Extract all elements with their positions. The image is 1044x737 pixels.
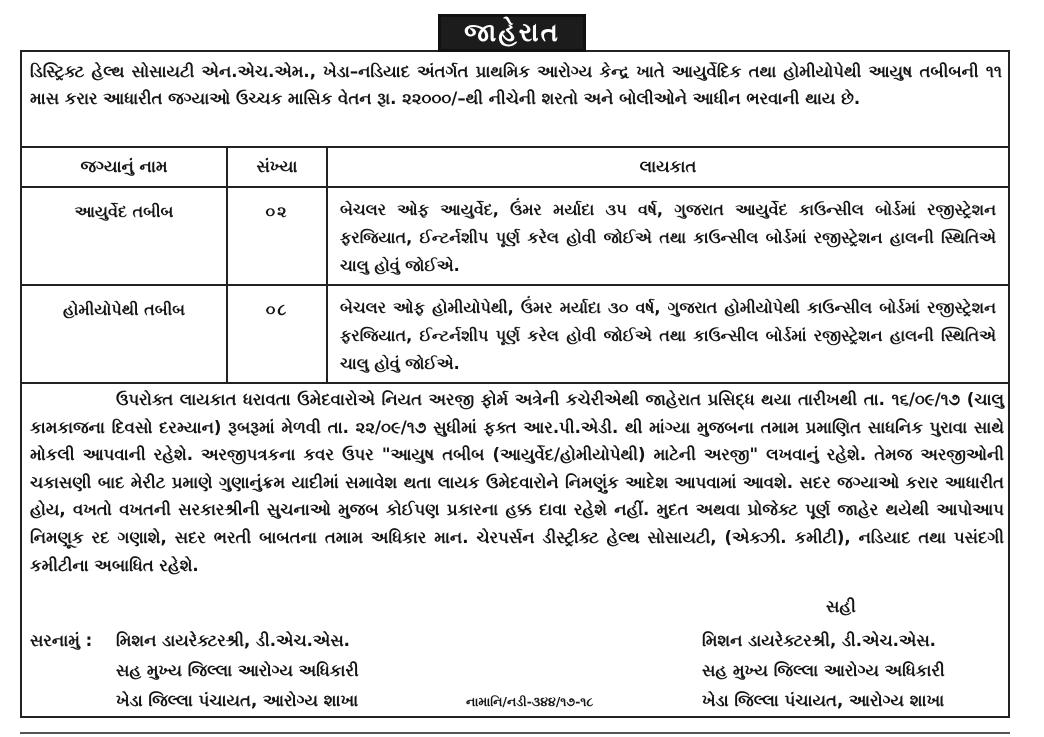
address-line: ખેડા જિલ્લા પંચાયત, આરોગ્ય શાખા	[116, 691, 359, 710]
post-name: હોમીયોપેથી તબીબ	[21, 285, 227, 383]
post-qualification: બેચલર ઓફ આયુર્વેદ, ઉંમર મર્યાદા ૩૫ વર્ષ, ગુજરાત આયુર્વેદ કાઉન્સીલ બોર્ડમાં રજીસ્ટ્રેશન ફરજિયાત, ઈન્ટર્નશીપ પૂર્ણ કરેલ હોવી જોઈએ તથા કાઉન્સીલ બોર્ડમાં રજીસ્ટ્રેશન હાલની સ્થિતિએ ચાલુ હોવું જોઈએ.	[327, 187, 1009, 285]
signatory-line: સહ મુખ્ય જિલ્લા આરોગ્ય અધિકારી	[702, 661, 945, 680]
bottom-divider	[20, 732, 1010, 734]
signatory-line: ખેડા જિલ્લા પંચાયત, આરોગ્ય શાખા	[702, 691, 945, 710]
notice-heading: જાહેરાત	[438, 14, 586, 52]
table-header-row	[21, 147, 1009, 187]
post-qualification: બેચલર ઓફ હોમીયોપેથી, ઉંમર મર્યાદા ૩૦ વર્ષ, ગુજરાત હોમીયોપેથી કાઉન્સીલ બોર્ડમાં રજીસ્ટ્રેશન ફરજિયાત, ઈન્ટર્નશીપ પૂર્ણ કરેલ હોવી જોઈએ તથા કાઉન્સીલ બોર્ડમાં રજીસ્ટ્રેશન હાલની સ્થિતિએ ચાલુ હોવું જોઈએ.	[327, 285, 1009, 383]
address-line: મિશન ડાયરેક્ટરશ્રી, ડી.એચ.એસ.	[116, 631, 350, 650]
header-qualification: લાયકાત	[327, 147, 1009, 187]
table-row	[21, 285, 1009, 383]
header-count: સંખ્યા	[227, 147, 327, 187]
header-post-name: જગ્યાનું નામ	[21, 147, 227, 187]
post-count: ૦૮	[227, 285, 327, 383]
table-row	[21, 187, 1009, 285]
signature-label: સહી	[826, 597, 856, 616]
address-block	[30, 626, 470, 716]
post-count: ૦૨	[227, 187, 327, 285]
terms-paragraph: ઉપરોક્ત લાયકાત ધરાવતા ઉમેદવારોએ નિયત અરજી ફોર્મ અત્રેની કચેરીએથી જાહેરાત પ્રસિદ્ધ થયા તારીખથી તા. ૧૬/૦૯/૧૭ (ચાલુ કામકાજના દિવસો દરમ્યાન) રૂબરૂમાં મેળવી તા. ૨૨/૦૯/૧૭ સુધીમાં ફક્ત આર.પી.એડી. થી માંગ્યા મુજબના તમામ પ્રમાણિત સાધનિક પુરાવા સાથે મોકલી આપવાની રહેશે. અરજીપત્રકના કવર ઉપર "આયુષ તબીબ (આયુર્વેદ/હોમીયોપેથી) માટેની અરજી" લખવાનું રહેશે. તેમજ અરજીઓની ચકાસણી બાદ મેરીટ પ્રમાણે ગુણાનુંક્રમ યાદીમાં સમાવેશ થતા લાયક ઉમેદવારોને નિમણુંક આદેશ આપવામાં આવશે. સદર જગ્યાઓ કરાર આધારીત હોય, વખતો વખતની સરકારશ્રીની સુચનાઓ મુજબ કોઈપણ પ્રકારના હક્ક દાવા રહેશે નહીં. મુદત અથવા પ્રોજેક્ટ પૂર્ણ જાહેર થયેથી આપોઆપ નિમણૂક રદ ગણાશે, સદર ભરતી બાબતના તમામ અધિકાર માન. ચેરપર્સન ડીસ્ટ્રીક્ટ હેલ્થ સોસાયટી, (એક્ઝી. કમીટી), નડિયાદ તથા પસંદગી કમીટીના અબાધિત રહેશે.	[30, 390, 1004, 575]
address-label: સરનામું :	[30, 631, 93, 650]
intro-paragraph: ડિસ્ટ્રિક્ટ હેલ્થ સોસાયટી એન.એચ.એમ., ખેડા–નડિયાદ અંતર્ગત પ્રાથમિક આરોગ્ય કેન્દ્ર ખાતે આયુર્વેદિક તથા હોમીયોપેથી આયુષ તબીબની ૧૧ માસ કરાર આધારીત જગ્યાઓ ઉચ્ચક માસિક વેતન રૂા. ૨૨૦૦૦/–થી નીચેની શરતો અને બોલીઓને આધીન ભરવાની થાય છે.	[30, 62, 1002, 108]
address-line: સહ મુખ્ય જિલ્લા આરોગ્ય અધિકારી	[116, 661, 359, 680]
post-name: આયુર્વેદ તબીબ	[21, 187, 227, 285]
signatory-block	[702, 626, 1002, 716]
reference-number: નામાનિ/નડી-૩૪૪/૧૭-૧૮	[466, 694, 594, 709]
vacancy-table	[20, 146, 1010, 384]
signatory-line: મિશન ડાયરેક્ટરશ્રી, ડી.એચ.એસ.	[702, 631, 936, 650]
